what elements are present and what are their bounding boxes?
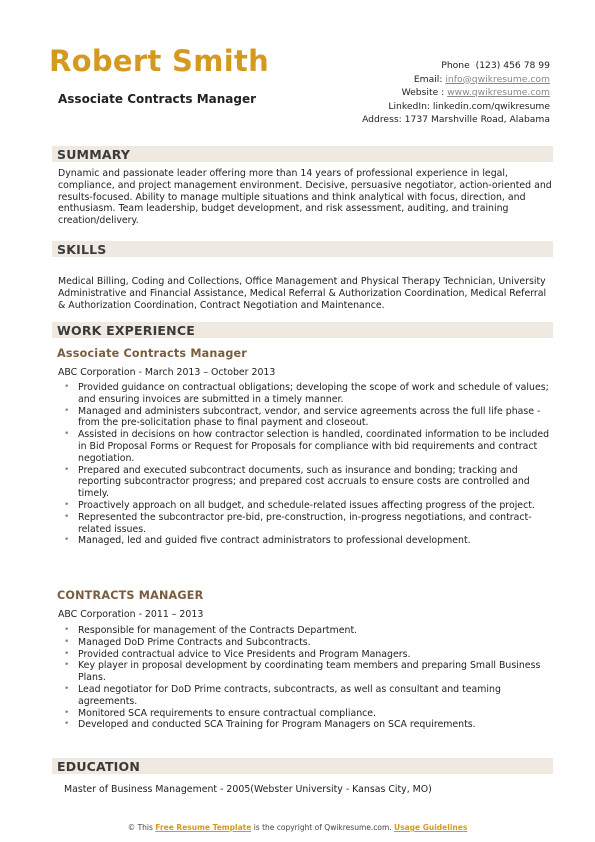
phone-label: Phone <box>441 60 470 71</box>
list-item: • Key player in proposal development by coordinating team members and preparing Small Business Plans. <box>64 660 541 684</box>
email-label: Email: <box>413 73 443 85</box>
bullet-icon: • <box>64 464 70 475</box>
bullet-icon: • <box>64 429 70 440</box>
experience-heading-bar <box>52 322 553 338</box>
education-heading-bar <box>52 758 553 774</box>
contact-phone <box>362 59 550 73</box>
footer <box>0 823 595 832</box>
list-item: • Responsible for management of the Contracts Department. <box>64 625 358 636</box>
bullet-icon: • <box>64 719 70 730</box>
list-item: • Managed and administers subcontract, vendor, and service agreements across the full life phase - from the pre-solicitation phase to final payment and closeout. <box>64 405 541 429</box>
linkedin-label: LinkedIn: <box>388 100 430 112</box>
bullet-icon: • <box>64 683 70 694</box>
website-label: Website : <box>401 87 445 98</box>
bullet-icon: • <box>64 511 70 522</box>
bullet-icon: • <box>64 535 70 546</box>
bullet-icon: • <box>64 648 70 659</box>
contact-block <box>362 59 550 127</box>
summary-text: Dynamic and passionate leader offering more than 14 years of professional experience in legal, compliance, and project management environment. Decisive, persuasive negotiator, action-oriented and results-focused. Ability to manage multiple situations and think analytical with focus, direction, and enthusiasm. Team leadership, budget development, and risk assessment, auditing, and training creation/delivery. <box>58 168 552 227</box>
linkedin-value: linkedin.com/qwikresume <box>432 100 550 112</box>
bullet-icon: • <box>64 499 70 510</box>
contact-email <box>362 73 550 87</box>
bullet-icon: • <box>64 382 70 392</box>
list-item: • Provided guidance on contractual obligations; developing the scope of work and schedule of values; and ensuring invoices are submitted in a timely manner. <box>64 382 549 405</box>
list-item: • Managed DoD Prime Contracts and Subcontracts. <box>64 636 311 648</box>
list-item: • Represented the subcontractor pre-bid, pre-construction, in-progress negotiations, and contract-related issues. <box>64 511 532 535</box>
list-item: • Lead negotiator for DoD Prime contracts, subcontracts, as well as consultant and teaming agreements. <box>64 683 501 707</box>
list-item: • Prepared and executed subcontract documents, such as insurance and bonding; tracking and reporting subcontractor progress; and prepared cost accruals to ensure costs are controlled and timely. <box>64 464 530 500</box>
website-link[interactable]: www.qwikresume.com <box>447 87 550 98</box>
list-item: • Proactively approach on all budget, and schedule-related issues affecting progress of the project. <box>64 499 535 511</box>
bullet-icon: • <box>64 636 70 647</box>
address-value: 1737 Marshville Road, Alabama <box>404 114 550 125</box>
job-company-dates: ABC Corporation - March 2013 – October 2013 <box>58 367 276 378</box>
skills-text: Medical Billing, Coding and Collections, Office Management and Physical Therapy Technician, University Administrative and Financial Assistance, Medical Referral & Authorization Coordination, Medical Referral & Authorization Coordination, Contract Negotiation and Maintenance. <box>58 276 547 311</box>
bullet-icon: • <box>64 660 70 671</box>
job-title: CONTRACTS MANAGER <box>57 589 204 602</box>
list-item: • Managed, led and guided five contract administrators to professional development. <box>64 535 471 547</box>
job-company-dates: ABC Corporation - 2011 – 2013 <box>58 609 204 620</box>
bullet-icon: • <box>64 625 70 635</box>
email-link[interactable]: info@qwikresume.com <box>445 73 550 85</box>
summary-heading: SUMMARY <box>57 147 131 162</box>
phone-value: (123) 456 78 99 <box>475 60 550 71</box>
footer-copyright-text: is the copyright of Qwikresume.com. <box>253 823 392 832</box>
job-bullet-list <box>62 625 552 731</box>
usage-guidelines-link[interactable]: Usage Guidelines <box>394 823 468 832</box>
job-title: Associate Contracts Manager <box>57 347 248 360</box>
experience-heading: WORK EXPERIENCE <box>57 323 195 338</box>
list-item: • Assisted in decisions on how contractor selection is handled, coordinated information to be included in Bid Proposal Forms or Request for Proposals for compliance with bid requirements and contract negotiation. <box>64 429 550 464</box>
contact-address <box>362 113 550 127</box>
bullet-icon: • <box>64 405 70 416</box>
contact-linkedin <box>362 100 550 114</box>
address-label: Address: <box>362 114 402 125</box>
contact-website <box>362 86 550 100</box>
education-text: Master of Business Management - 2005(Webster University - Kansas City, MO) <box>64 784 432 795</box>
candidate-title: Associate Contracts Manager <box>58 92 257 106</box>
skills-heading: SKILLS <box>57 242 107 257</box>
candidate-name: Robert Smith <box>49 44 270 78</box>
summary-heading-bar <box>52 146 553 162</box>
free-resume-template-link[interactable]: Free Resume Template <box>155 823 252 832</box>
job-bullet-list <box>62 382 552 547</box>
footer-prefix: © This <box>127 823 153 832</box>
bullet-icon: • <box>64 707 70 718</box>
education-heading: EDUCATION <box>57 759 141 774</box>
list-item: • Provided contractual advice to Vice Presidents and Program Managers. <box>64 648 411 660</box>
skills-heading-bar <box>52 241 553 257</box>
list-item: • Monitored SCA requirements to ensure contractual compliance. <box>64 707 377 719</box>
list-item: • Developed and conducted SCA Training for Program Managers on SCA requirements. <box>64 719 476 731</box>
